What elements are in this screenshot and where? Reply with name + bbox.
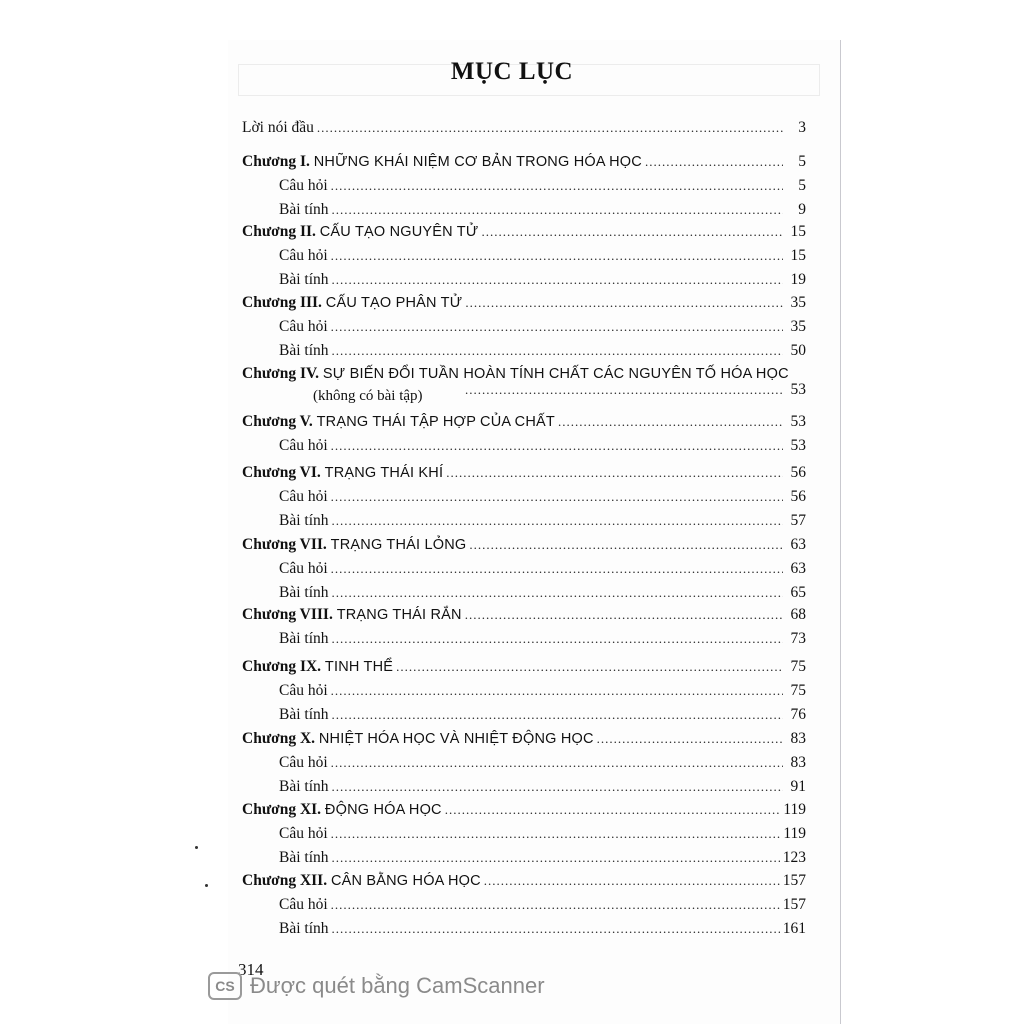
chapter-title: CẤU TẠO NGUYÊN TỬ <box>319 224 479 240</box>
page-title: MỤC LỤC <box>450 58 574 85</box>
dot-leader <box>331 752 783 774</box>
toc-entry-chapter-label <box>242 604 462 626</box>
toc-entry-sub <box>279 776 806 798</box>
toc-entry-preface-page: 3 <box>798 119 806 136</box>
toc-entry-sub-page: 76 <box>790 706 806 723</box>
toc-entry-sub-label: Câu hỏi <box>279 437 328 454</box>
toc-entry-chapter-label <box>242 534 466 556</box>
dot-leader <box>465 604 783 626</box>
page-number: 314 <box>238 960 264 979</box>
dot-leader <box>597 728 783 750</box>
dot-leader <box>446 462 783 484</box>
toc-entry-sub <box>279 435 806 457</box>
chapter-prefix: Chương IX. <box>242 658 322 675</box>
toc-entry-sub-label: Bài tính <box>279 630 329 647</box>
dot-leader <box>332 340 783 362</box>
toc-entry-chapter <box>242 656 806 678</box>
dot-leader <box>332 847 780 869</box>
toc-entry-sub-label: Câu hỏi <box>279 488 328 505</box>
toc-entry-chapter-label <box>242 870 481 892</box>
dot-leader <box>332 776 783 798</box>
toc-entry-sub-page: 157 <box>782 896 806 913</box>
toc-entry-chapter-page: 63 <box>790 536 806 553</box>
dot-leader <box>332 582 783 604</box>
toc-entry-chapter-label <box>242 221 478 243</box>
toc-entry-preface <box>242 117 806 139</box>
toc-entry-sub-page: 91 <box>790 778 806 795</box>
toc-entry-chapter-label <box>242 151 642 173</box>
toc-entry-sub-label: Câu hỏi <box>279 896 328 913</box>
dot-leader <box>332 199 783 221</box>
toc-entry-sub <box>279 752 806 774</box>
toc-entry-chapter-page: 157 <box>782 872 806 889</box>
toc-entry-sub <box>279 628 806 650</box>
chapter-title: TRẠNG THÁI KHÍ <box>324 465 444 481</box>
toc-entry-sub-label: Câu hỏi <box>279 825 328 842</box>
toc-entry-chapter-label <box>242 728 594 750</box>
toc-entry-sub-label: Câu hỏi <box>279 682 328 699</box>
toc-entry-chapter <box>242 221 806 243</box>
toc-entry-chapter-page: 5 <box>798 153 806 170</box>
toc-entry-chapter-page: 56 <box>790 464 806 481</box>
toc-entry-sub-page: 19 <box>790 271 806 288</box>
toc-entry-sub <box>279 704 806 726</box>
dot-leader <box>332 628 783 650</box>
toc-entry-chapter-page: 15 <box>790 223 806 240</box>
toc-entry-sub-page: 75 <box>790 682 806 699</box>
chapter-prefix: Chương IV. <box>242 365 320 382</box>
camscanner-watermark <box>208 972 545 1000</box>
chapter-title: NHIỆT HÓA HỌC VÀ NHIỆT ĐỘNG HỌC <box>318 731 594 747</box>
toc-entry-preface-label: Lời nói đầu <box>242 119 314 136</box>
toc-entry-sub <box>279 680 806 702</box>
toc-entry-sub-label: Bài tính <box>279 342 329 359</box>
toc-entry-chapter <box>242 728 806 750</box>
toc-entry-chapter-page: 83 <box>790 730 806 747</box>
scan-speck <box>205 884 208 887</box>
toc-entry-sub-page: 9 <box>798 201 806 218</box>
scan-speck <box>195 846 198 849</box>
toc-entry-chapter <box>242 151 806 173</box>
toc-entry-chapter <box>242 799 806 821</box>
toc-entry-sub <box>279 823 806 845</box>
dot-leader <box>332 918 780 940</box>
toc-entry-sub <box>279 847 806 869</box>
dot-leader <box>445 799 781 821</box>
dot-leader <box>332 510 783 532</box>
dot-leader <box>396 656 783 678</box>
toc-entry-sub-page: 73 <box>790 630 806 647</box>
dot-leader <box>469 534 783 556</box>
toc-entry-chapter <box>242 534 806 556</box>
camscanner-icon: CS <box>208 972 242 1000</box>
dot-leader <box>465 379 783 401</box>
toc-entry-sub-label: Bài tính <box>279 201 329 218</box>
chapter-prefix: Chương I. <box>242 153 310 170</box>
toc-entry-sub-page: 161 <box>782 920 806 937</box>
dot-leader <box>484 870 780 892</box>
chapter-prefix: Chương XI. <box>242 801 322 818</box>
toc-entry-sub-page: 119 <box>783 825 806 842</box>
toc-entry-chapter <box>242 870 806 892</box>
dot-leader <box>331 894 780 916</box>
toc-entry-chapter-page: 68 <box>790 606 806 623</box>
watermark-text: Được quét bằng CamScanner <box>250 973 545 998</box>
toc-entry-sub <box>279 340 806 362</box>
chapter-prefix: Chương V. <box>242 413 313 430</box>
toc-entry-sub-page: 123 <box>782 849 806 866</box>
toc-entry-sub <box>279 558 806 580</box>
toc-entry-sub-page: 83 <box>790 754 806 771</box>
dot-leader <box>331 558 783 580</box>
toc-entry-chapter-note <box>462 379 806 401</box>
chapter-title: CÂN BẰNG HÓA HỌC <box>330 873 481 889</box>
chapter-prefix: Chương III. <box>242 294 322 311</box>
dot-leader <box>331 823 781 845</box>
toc-entry-sub-label: Bài tính <box>279 706 329 723</box>
toc-entry-sub-label: Bài tính <box>279 271 329 288</box>
toc-entry-chapter-label <box>242 656 393 678</box>
chapter-title: TRẠNG THÁI RẮN <box>336 607 462 623</box>
toc-entry-sub-label: Câu hỏi <box>279 560 328 577</box>
toc-entry-sub <box>279 316 806 338</box>
toc-entry-chapter-page: 75 <box>790 658 806 675</box>
dot-leader <box>331 486 783 508</box>
chapter-title: TRẠNG THÁI TẬP HỢP CỦA CHẤT <box>316 414 555 430</box>
toc-entry-sub <box>279 199 806 221</box>
toc-entry-sub-label: Bài tính <box>279 849 329 866</box>
dot-leader <box>645 151 783 173</box>
chapter-title: TRẠNG THÁI LỎNG <box>330 537 467 553</box>
dot-leader <box>317 117 783 139</box>
toc-entry-sub-label: Bài tính <box>279 512 329 529</box>
toc-entry-sub-label: Câu hỏi <box>279 247 328 264</box>
dot-leader <box>332 269 783 291</box>
toc-entry-chapter-page: 119 <box>783 801 806 818</box>
chapter-prefix: Chương VII. <box>242 536 327 553</box>
chapter-title: TINH THỂ <box>324 659 394 675</box>
toc-entry-sub-page: 57 <box>790 512 806 529</box>
dot-leader <box>481 221 783 243</box>
chapter-note: (không có bài tập) <box>313 388 423 404</box>
chapter-prefix: Chương XII. <box>242 872 328 889</box>
toc-entry-sub <box>279 918 806 940</box>
toc-entry-sub <box>279 269 806 291</box>
dot-leader <box>558 411 783 433</box>
dot-leader <box>332 704 783 726</box>
toc-entry-sub-label: Câu hỏi <box>279 754 328 771</box>
toc-entry-sub-page: 15 <box>790 247 806 264</box>
toc-entry-sub <box>279 510 806 532</box>
toc-entry-chapter-label <box>242 462 443 484</box>
dot-leader <box>331 316 783 338</box>
toc-entry-sub-label: Bài tính <box>279 920 329 937</box>
toc-entry-sub <box>279 894 806 916</box>
chapter-prefix: Chương X. <box>242 730 316 747</box>
toc-entry-chapter-page: 35 <box>790 294 806 311</box>
toc-entry-sub-label: Câu hỏi <box>279 177 328 194</box>
toc-entry-sub-label: Bài tính <box>279 584 329 601</box>
toc-entry-chapter-note-page: 53 <box>790 381 806 398</box>
dot-leader <box>331 680 783 702</box>
toc-entry-sub-page: 63 <box>790 560 806 577</box>
toc-entry-chapter-label <box>242 292 462 314</box>
toc-entry-sub-page: 5 <box>798 177 806 194</box>
chapter-prefix: Chương II. <box>242 223 316 240</box>
toc-entry-chapter <box>242 462 806 484</box>
toc-entry-chapter-label <box>242 411 555 433</box>
dot-leader <box>331 435 783 457</box>
toc-entry-sub-page: 53 <box>790 437 806 454</box>
toc-entry-sub <box>279 486 806 508</box>
chapter-title: SỰ BIẾN ĐỔI TUẦN HOÀN TÍNH CHẤT CÁC NGUYÊN TỐ HÓA HỌC <box>322 366 789 382</box>
dot-leader <box>331 175 783 197</box>
toc-entry-sub <box>279 245 806 267</box>
toc-entry-sub-page: 65 <box>790 584 806 601</box>
toc-entry-chapter-label <box>242 799 442 821</box>
chapter-title: ĐỘNG HÓA HỌC <box>324 802 442 818</box>
toc-entry-chapter <box>242 292 806 314</box>
chapter-prefix: Chương VIII. <box>242 606 333 623</box>
dot-leader <box>465 292 783 314</box>
dot-leader <box>331 245 783 267</box>
chapter-title: CẤU TẠO PHÂN TỬ <box>325 295 463 311</box>
toc-entry-sub <box>279 175 806 197</box>
toc-entry-sub-label: Bài tính <box>279 778 329 795</box>
toc-entry-sub-page: 35 <box>790 318 806 335</box>
toc-entry-chapter-page: 53 <box>790 413 806 430</box>
toc-entry-sub-label: Câu hỏi <box>279 318 328 335</box>
toc-entry-sub-page: 50 <box>790 342 806 359</box>
toc-entry-chapter <box>242 604 806 626</box>
toc-entry-sub <box>279 582 806 604</box>
chapter-title: NHỮNG KHÁI NIỆM CƠ BẢN TRONG HÓA HỌC <box>313 154 642 170</box>
toc-entry-chapter <box>242 411 806 433</box>
chapter-prefix: Chương VI. <box>242 464 321 481</box>
toc-entry-sub-page: 56 <box>790 488 806 505</box>
